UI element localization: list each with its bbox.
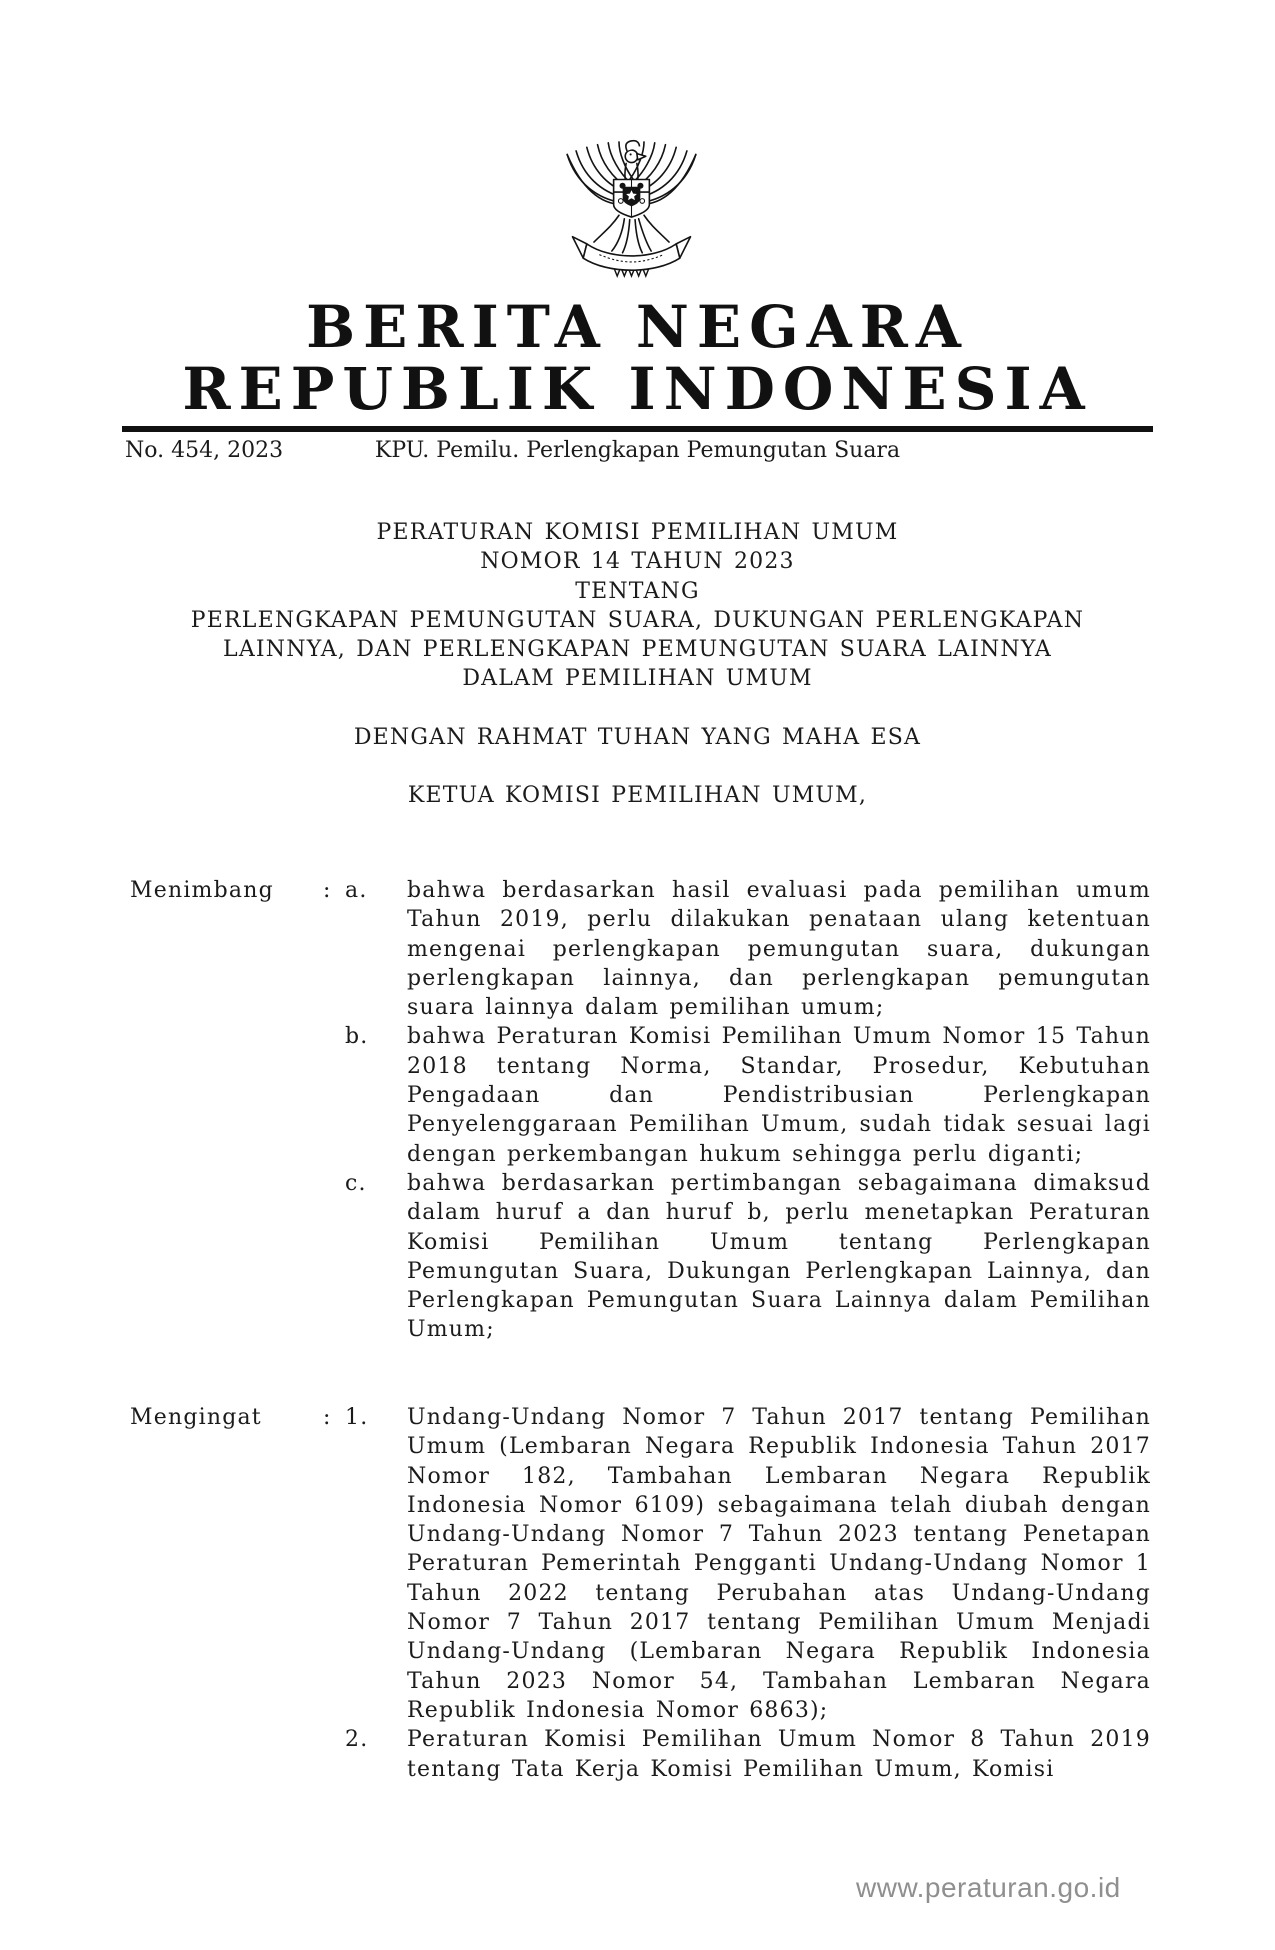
masthead-title-line2: REPUBLIK INDONESIA: [182, 355, 1093, 423]
spacer: [323, 1725, 345, 1784]
consideration-item-a: bahwa berdasarkan hasil evaluasi pada pemilihan umum Tahun 2019, perlu dilakukan penataan ulang ketentuan mengenai perlengkapan pemungutan suara, dukungan perlengkapan lainnya, dan perlengkapan pemungutan suara lainnya dalam pemilihan umum;: [407, 878, 1151, 1021]
spacer: [323, 1022, 345, 1168]
item-marker: 1.: [345, 1405, 369, 1430]
legal-basis-label: Mengingat: [130, 1405, 262, 1430]
item-marker: b.: [345, 1024, 369, 1050]
consideration-item-c: bahwa berdasarkan pertimbangan sebagaimana dimaksud dalam huruf a dan huruf b, perlu menetapkan Peraturan Komisi Pemilihan Umum tentang Perlengkapan Pemungutan Suara, Dukungan Perlengkapan Lainnya, dan Perlengkapan Pemungutan Suara Lainnya dalam Pemilihan Umum;: [407, 1170, 1151, 1343]
masthead-divider-rule: [122, 426, 1153, 432]
regulation-title-line: PERLENGKAPAN PEMUNGUTAN SUARA, DUKUNGAN PERLENGKAPAN: [190, 607, 1085, 633]
considerations-label: Menimbang: [130, 878, 274, 903]
legal-basis-item-1: Undang-Undang Nomor 7 Tahun 2017 tentang Pemilihan Umum (Lembaran Negara Republik Indonesia Tahun 2017 Nomor 182, Tambahan Lembaran Negara Republik Indonesia Nomor 6109) sebagaimana telah diubah dengan Undang-Undang Nomor 7 Tahun 2023 tentang Penetapan Peraturan Pemerintah Pengganti Undang-Undang Nomor 1 Tahun 2022 tentang Perubahan atas Undang-Undang Nomor 7 Tahun 2017 tentang Pemilihan Umum Menjadi Undang-Undang (Lembaran Negara Republik Indonesia Tahun 2023 Nomor 54, Tambahan Lembaran Negara Republik Indonesia Nomor 6863);: [407, 1405, 1151, 1723]
item-marker: c.: [345, 1170, 367, 1196]
regulation-title-line: TENTANG: [575, 578, 700, 604]
invocation-line: DENGAN RAHMAT TUHAN YANG MAHA ESA: [353, 725, 922, 750]
item-marker: a.: [345, 878, 368, 903]
legal-basis-section: [130, 1403, 1151, 1784]
garuda-pancasila-emblem: [560, 131, 703, 287]
regulation-title-line: DALAM PEMILIHAN UMUM: [462, 666, 813, 692]
colon-separator: :: [323, 878, 332, 903]
consideration-item-b: bahwa Peraturan Komisi Pemilihan Umum Nomor 15 Tahun 2018 tentang Norma, Standar, Prosedur, Kebutuhan Pengadaan dan Pendistribusian Perlengkapan Penyelenggaraan Pemilihan Umum, sudah tidak sesuai lagi dengan perkembangan hukum sehingga perlu diganti;: [407, 1024, 1151, 1167]
spacer: [323, 1169, 345, 1345]
authority-line: KETUA KOMISI PEMILIHAN UMUM,: [407, 783, 868, 808]
item-marker: 2.: [345, 1727, 369, 1753]
issue-number: No. 454, 2023: [125, 438, 284, 463]
considerations-section: [130, 876, 1151, 1345]
spacer: [130, 1169, 323, 1345]
spacer: [130, 1022, 323, 1168]
legal-basis-item-2: Peraturan Komisi Pemilihan Umum Nomor 8 Tahun 2019 tentang Tata Kerja Komisi Pemilihan Umum, Komisi: [407, 1727, 1151, 1782]
regulation-title: [0, 518, 1275, 694]
regulation-title-line: PERATURAN KOMISI PEMILIHAN UMUM: [376, 520, 899, 545]
colon-separator: :: [323, 1405, 332, 1430]
masthead-meta-line: [0, 436, 1275, 466]
masthead-title: [0, 293, 1275, 423]
masthead-title-line1: BERITA NEGARA: [306, 293, 969, 361]
issue-subject: KPU. Pemilu. Perlengkapan Pemungutan Suara: [374, 438, 901, 463]
regulation-title-line: LAINNYA, DAN PERLENGKAPAN PEMUNGUTAN SUARA LAINNYA: [223, 637, 1052, 663]
watermark: www.peraturan.go.id: [856, 1872, 1121, 1903]
spacer: [130, 1725, 323, 1784]
regulation-title-line: NOMOR 14 TAHUN 2023: [480, 549, 795, 575]
